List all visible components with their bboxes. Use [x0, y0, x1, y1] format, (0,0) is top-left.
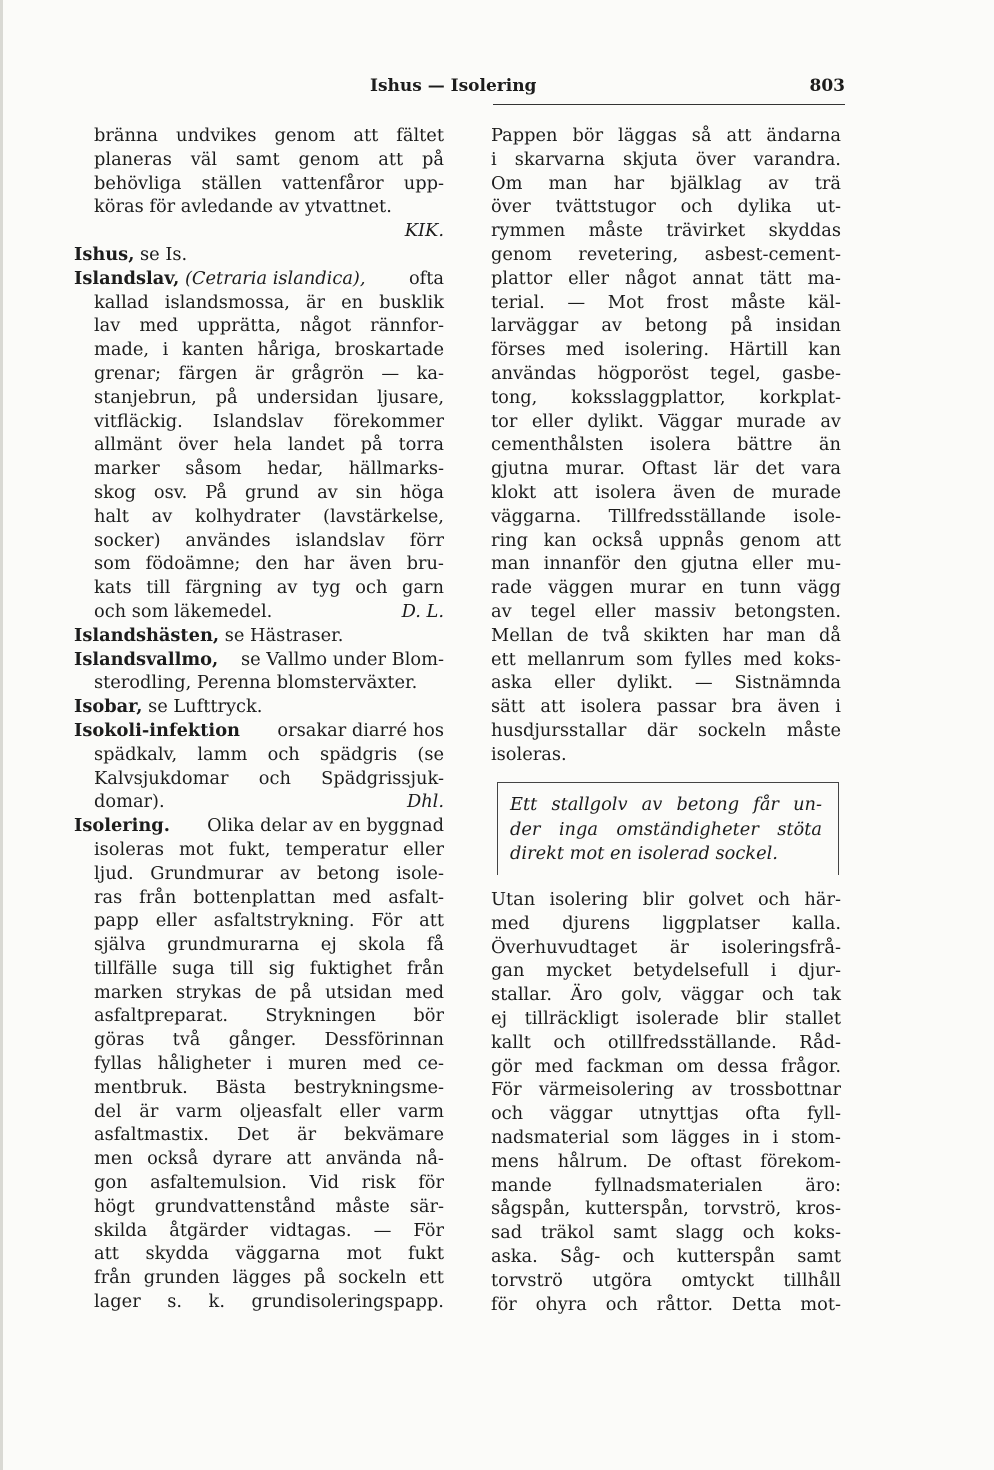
text-line: av tegel eller massiv betongsten.: [491, 600, 841, 622]
text-line: del är varm oljeasfalt eller varm: [94, 1100, 444, 1122]
text-line: aska. Såg- och kutterspån samt: [491, 1245, 841, 1267]
headword: Isobar,: [74, 696, 143, 718]
text-line: torvströ utgöra omtyckt tillhåll: [491, 1269, 841, 1291]
entry-text: se Lufttryck.: [148, 696, 263, 718]
running-header: [370, 74, 845, 102]
text-line: sterodling, Perenna blomsterväxter.: [94, 672, 418, 694]
text-line: Utan isolering blir golvet och här-: [491, 889, 841, 910]
text-line: allmänt över hela landet på torra: [94, 434, 444, 456]
text-line: nadsmaterial som lägges in i stom-: [491, 1126, 841, 1148]
text-line: som födoämne; den har även bru-: [94, 553, 444, 575]
text-line: stanjebrun, på undersidan ljusare,: [94, 386, 444, 408]
page-edge: [0, 0, 3, 1470]
entry-text: se Vallmo under Blom-: [241, 648, 444, 670]
entry-ishus: [74, 243, 444, 267]
text-line: kallt och otillfredsställande. Råd-: [491, 1031, 841, 1053]
headword: Isolering.: [74, 815, 170, 837]
text-line: Mellan de två skikten har man då: [491, 624, 841, 646]
text-line: göras två gånger. Dessförinnan: [94, 1029, 444, 1051]
headword: Ishus,: [74, 243, 135, 265]
entry-text: och som läkemedel.: [94, 600, 273, 622]
text-line: förses med isolering. Härtill kan: [491, 339, 841, 361]
text-line: väggarna. Tillfredsställande isole-: [491, 505, 841, 527]
text-line: bränna undvikes genom att fältet: [94, 125, 444, 146]
text-line: gjutna murar. Oftast lär det vara: [491, 458, 841, 480]
text-line: sätt att isolera passar bra även i: [491, 696, 841, 718]
signature-text: Dhl.: [406, 791, 444, 813]
text-line: larväggar av betong på insidan: [491, 315, 841, 337]
text-line: made, i kanten håriga, broskartade: [94, 339, 444, 361]
text-line: sågspån, kutterspån, torvströ, kros-: [491, 1198, 841, 1220]
right-column: [491, 124, 841, 767]
text-line: mens hålrum. De oftast förekom-: [491, 1150, 841, 1172]
text-line: i skarvarna skjuta över varandra.: [491, 148, 841, 170]
text-line: gör med fackman om dessa frågor.: [491, 1055, 841, 1077]
text-line: socker) användes islandslav förr: [94, 529, 444, 551]
author-signature: [74, 219, 444, 243]
text-line: kallad islandsmossa, är en busklik: [94, 291, 444, 313]
entry-text: se Is.: [140, 243, 188, 265]
text-line: ett mellanrum som fylles med koks-: [491, 648, 841, 670]
entry-isokoli: [74, 719, 444, 743]
text-line: och väggar utnyttjas ofta fyll-: [491, 1103, 841, 1125]
headword: Islandslav,: [74, 267, 180, 289]
left-column: [74, 124, 444, 1314]
entry-islandslav: [74, 267, 444, 291]
entry-text: orsakar diarré hos: [277, 719, 444, 741]
callout-box: [497, 782, 839, 875]
text-line: mande fyllnadsmaterialen äro:: [491, 1174, 841, 1196]
headword: Isokoli-infektion: [74, 719, 240, 741]
page-number: 803: [809, 76, 845, 96]
text-line: klokt att isolera även de murade: [491, 481, 841, 503]
signature-text: D. L.: [401, 600, 444, 622]
text-line: tong, koksslaggplattor, korkplat-: [491, 386, 841, 408]
text-line: tillfälle suga till sig fuktighet från: [94, 957, 444, 979]
text-line: [74, 790, 444, 814]
text-line: planeras väl samt genom att på: [94, 148, 444, 170]
text-line: stallar. Äro golv, väggar och tak: [491, 984, 841, 1006]
text-line: skog osv. På grund av sin höga: [94, 481, 444, 503]
entry-text: Olika delar av en byggnad: [207, 815, 444, 837]
text-line: asfaltmastix. Det är bekvämare: [94, 1124, 444, 1146]
text-line: högt grundvattenstånd måste sär-: [94, 1195, 444, 1217]
entry-text: se Hästraser.: [224, 624, 344, 646]
entry-text: domar).: [94, 791, 165, 813]
text-line: kats till färgning av tyg och garn: [94, 577, 444, 599]
text-line: köras för avledande av ytvattnet.: [94, 196, 392, 218]
text-line: husdjursstallar där sockeln måste: [491, 719, 841, 741]
entry-text: ofta: [408, 267, 444, 289]
text-line: genom revetering, asbest-cement-: [491, 243, 841, 265]
headword: Islandsvallmo,: [74, 648, 219, 670]
text-line: papp eller asfaltstrykning. För att: [94, 910, 444, 932]
callout-line: direkt mot en isolerad sockel.: [510, 843, 778, 864]
callout-line: der inga omständigheter stöta: [510, 818, 822, 840]
callout-line: Ett stallgolv av betong får un-: [510, 794, 822, 815]
text-line: ras från bottenplattan med asfalt-: [94, 886, 444, 908]
text-line: plattor eller något annat tätt ma-: [491, 267, 841, 289]
text-line: fyllas håligheter i muren med ce-: [94, 1053, 444, 1075]
text-line: isoleras.: [491, 743, 567, 765]
text-line: vitfläckig. Islandslav förekommer: [94, 410, 444, 432]
text-line: Överhuvudtaget är isoleringsfrå-: [491, 936, 841, 958]
text-line: för ohyra och råttor. Detta mot-: [491, 1293, 841, 1315]
text-line: sad träkol samt slagg och koks-: [491, 1222, 841, 1244]
text-line: med djurens liggplatser kalla.: [491, 912, 841, 934]
entry-isolering: [74, 814, 444, 838]
text-line: skilda åtgärder vidtagas. — För: [94, 1219, 444, 1241]
text-line: att skydda väggarna mot fukt: [94, 1243, 444, 1265]
text-line: användas högporöst tegel, gasbe-: [491, 362, 841, 384]
text-line: behövliga ställen vattenfåror upp-: [94, 172, 444, 194]
text-line: över tvättstugor och dylika ut-: [491, 196, 841, 218]
text-line: Om man har bjälklag av trä: [491, 172, 841, 194]
text-line: spädkalv, lamm och spädgris (se: [94, 743, 444, 765]
text-line: marken strykas de på utsidan med: [94, 981, 444, 1003]
headword: Islandshästen,: [74, 624, 220, 646]
text-line: asfaltpreparat. Strykningen bör: [94, 1005, 444, 1027]
entry-islandsvallmo: [74, 648, 444, 672]
text-line: lager s. k. grundisoleringspapp.: [94, 1291, 444, 1313]
signature-text: KIK.: [404, 220, 444, 242]
header-rule: [493, 104, 845, 105]
text-line: För värmeisolering av trossbottnar: [491, 1079, 841, 1101]
text-line: grenar; färgen är grågrön — ka-: [94, 362, 444, 384]
text-line: terial. — Mot frost måste käl-: [491, 291, 841, 313]
running-title: Ishus — Isolering: [370, 76, 537, 96]
right-column-continued: [491, 888, 841, 1316]
text-line: Kalvsjukdomar och Spädgrissjuk-: [94, 767, 444, 789]
text-line: själva grundmurarna ej skola få: [94, 934, 444, 956]
text-line: från grunden lägges på sockeln ett: [94, 1267, 444, 1289]
text-line: rymmen måste trävirket skyddas: [491, 220, 841, 242]
text-line: isoleras mot fukt, temperatur eller: [94, 838, 444, 860]
text-line: man innanför den gjutna eller mu-: [491, 553, 841, 575]
text-line: gan mycket betydelsefull i djur-: [491, 960, 841, 982]
text-line: [74, 600, 444, 624]
text-line: gon asfaltemulsion. Vid risk för: [94, 1172, 444, 1194]
text-line: rade väggen murar en tunn vägg: [491, 577, 841, 599]
text-line: mentbruk. Bästa bestrykningsme-: [94, 1076, 444, 1098]
entry-islandshasten: [74, 624, 444, 648]
text-line: men också dyrare att använda nå-: [94, 1148, 444, 1170]
text-line: ej tillräckligt isolerade blir stallet: [491, 1007, 841, 1029]
text-line: lav med upprätta, något rännfor-: [94, 315, 444, 337]
text-line: aska eller dylikt. — Sistnämnda: [491, 672, 841, 694]
latin-name: (Cetraria islandica),: [184, 267, 366, 289]
text-line: ring kan också uppnås genom att: [491, 529, 841, 551]
text-line: Pappen bör läggas så att ändarna: [491, 125, 841, 146]
text-line: halt av kolhydrater (lavstärkelse,: [94, 505, 444, 527]
text-line: ljud. Grundmurar av betong isole-: [94, 862, 444, 884]
text-line: cementhålsten isolera bättre än: [491, 434, 841, 456]
text-line: tor eller dylikt. Väggar murade av: [491, 410, 841, 432]
text-line: marker såsom hedar, hällmarks-: [94, 458, 444, 480]
entry-isobar: [74, 695, 444, 719]
callout-text: [510, 793, 822, 867]
